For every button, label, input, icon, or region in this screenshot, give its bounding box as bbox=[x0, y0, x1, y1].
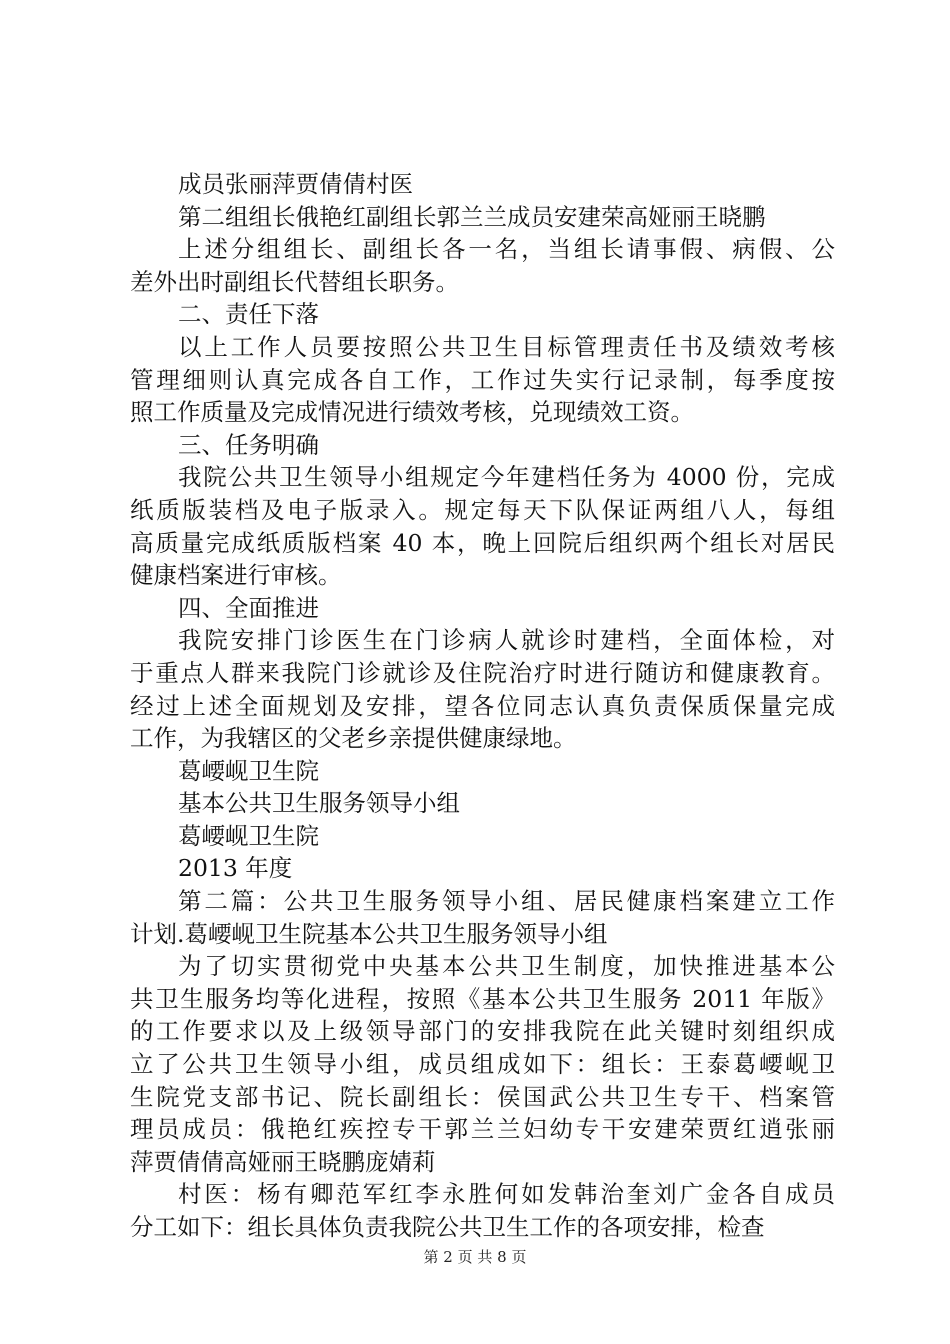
paragraph-line: 共卫生服务均等化进程，按照《基本公共卫生服务 2011 年版》 bbox=[130, 984, 835, 1013]
paragraph-line: 葛崾岘卫生院 bbox=[178, 756, 319, 785]
paragraph-line: 我院公共卫生领导小组规定今年建档任务为 4000 份，完成 bbox=[178, 463, 835, 492]
paragraph-line: 成员张丽萍贾倩倩村医 bbox=[178, 170, 413, 198]
paragraph bbox=[130, 168, 835, 201]
paragraph-line: 为了切实贯彻党中央基本公共卫生制度，加快推进基本公 bbox=[178, 952, 835, 981]
paragraph-line: 我院安排门诊医生在门诊病人就诊时建档，全面体检，对 bbox=[178, 626, 835, 655]
paragraph-line: 基本公共卫生服务领导小组 bbox=[178, 789, 460, 818]
paragraph-line: 二、责任下落 bbox=[178, 300, 319, 329]
paragraph-line: 2013 年度 bbox=[178, 854, 293, 883]
paragraph bbox=[130, 298, 835, 331]
paragraph bbox=[130, 201, 835, 234]
paragraph-line: 第二篇：公共卫生服务领导小组、居民健康档案建立工作 bbox=[178, 887, 835, 916]
paragraph bbox=[130, 787, 835, 820]
paragraph bbox=[130, 461, 835, 591]
paragraph-line: 萍贾倩倩高娅丽王晓鹏庞婧莉 bbox=[130, 1147, 436, 1176]
paragraph-line: 计划.葛崾岘卫生院基本公共卫生服务领导小组 bbox=[130, 919, 608, 948]
paragraph bbox=[130, 233, 835, 298]
paragraph-line: 立了公共卫生领导小组，成员组成如下：组长：王泰葛崾岘卫 bbox=[130, 1050, 835, 1079]
paragraph-line: 高质量完成纸质版档案 40 本，晚上回院后组织两个组长对居民 bbox=[130, 528, 835, 557]
paragraph-line: 理员成员：俄艳红疾控专干郭兰兰妇幼专干安建荣贾红逍张丽 bbox=[130, 1115, 835, 1144]
paragraph-line: 以上工作人员要按照公共卫生目标管理责任书及绩效考核 bbox=[178, 332, 835, 361]
paragraph-line: 的工作要求以及上级领导部门的安排我院在此关键时刻组织成 bbox=[130, 1017, 835, 1046]
paragraph-line: 村医：杨有卿范军红李永胜何如发韩治奎刘广金各自成员 bbox=[178, 1180, 835, 1209]
paragraph-line: 上述分组组长、副组长各一名，当组长请事假、病假、公 bbox=[178, 235, 835, 264]
paragraph-line: 第二组组长俄艳红副组长郭兰兰成员安建荣高娅丽王晓鹏 bbox=[178, 202, 766, 231]
paragraph bbox=[130, 624, 835, 754]
paragraph-line: 葛崾岘卫生院 bbox=[178, 821, 319, 850]
paragraph bbox=[130, 820, 835, 853]
paragraph bbox=[130, 1178, 835, 1243]
paragraph-line: 生院党支部书记、院长副组长：侯国武公共卫生专干、档案管 bbox=[130, 1082, 835, 1111]
paragraph bbox=[130, 885, 835, 950]
paragraph-line: 纸质版装档及电子版录入。规定每天下队保证两组八人，每组 bbox=[130, 495, 835, 524]
paragraph-line: 管理细则认真完成各自工作，工作过失实行记录制，每季度按 bbox=[130, 365, 835, 394]
paragraph-line: 分工如下：组长具体负责我院公共卫生工作的各项安排，检查 bbox=[130, 1213, 765, 1241]
document-body bbox=[130, 168, 835, 1244]
paragraph bbox=[130, 755, 835, 788]
paragraph-line: 工作，为我辖区的父老乡亲提供健康绿地。 bbox=[130, 724, 577, 753]
page-footer: 第 2 页 共 8 页 bbox=[423, 1248, 527, 1266]
paragraph bbox=[130, 852, 835, 885]
paragraph bbox=[130, 429, 835, 462]
paragraph-line: 健康档案进行审核。 bbox=[130, 561, 342, 590]
paragraph-line: 经过上述全面规划及安排，望各位同志认真负责保质保量完成 bbox=[130, 691, 835, 720]
paragraph-line: 差外出时副组长代替组长职务。 bbox=[130, 267, 459, 296]
paragraph-line: 三、任务明确 bbox=[178, 430, 319, 459]
paragraph bbox=[130, 592, 835, 625]
paragraph-line: 照工作质量及完成情况进行绩效考核，兑现绩效工资。 bbox=[130, 398, 694, 427]
paragraph bbox=[130, 331, 835, 429]
paragraph-line: 于重点人群来我院门诊就诊及住院治疗时进行随访和健康教育。 bbox=[130, 658, 835, 687]
paragraph bbox=[130, 950, 835, 1178]
paragraph-line: 四、全面推进 bbox=[178, 593, 319, 622]
